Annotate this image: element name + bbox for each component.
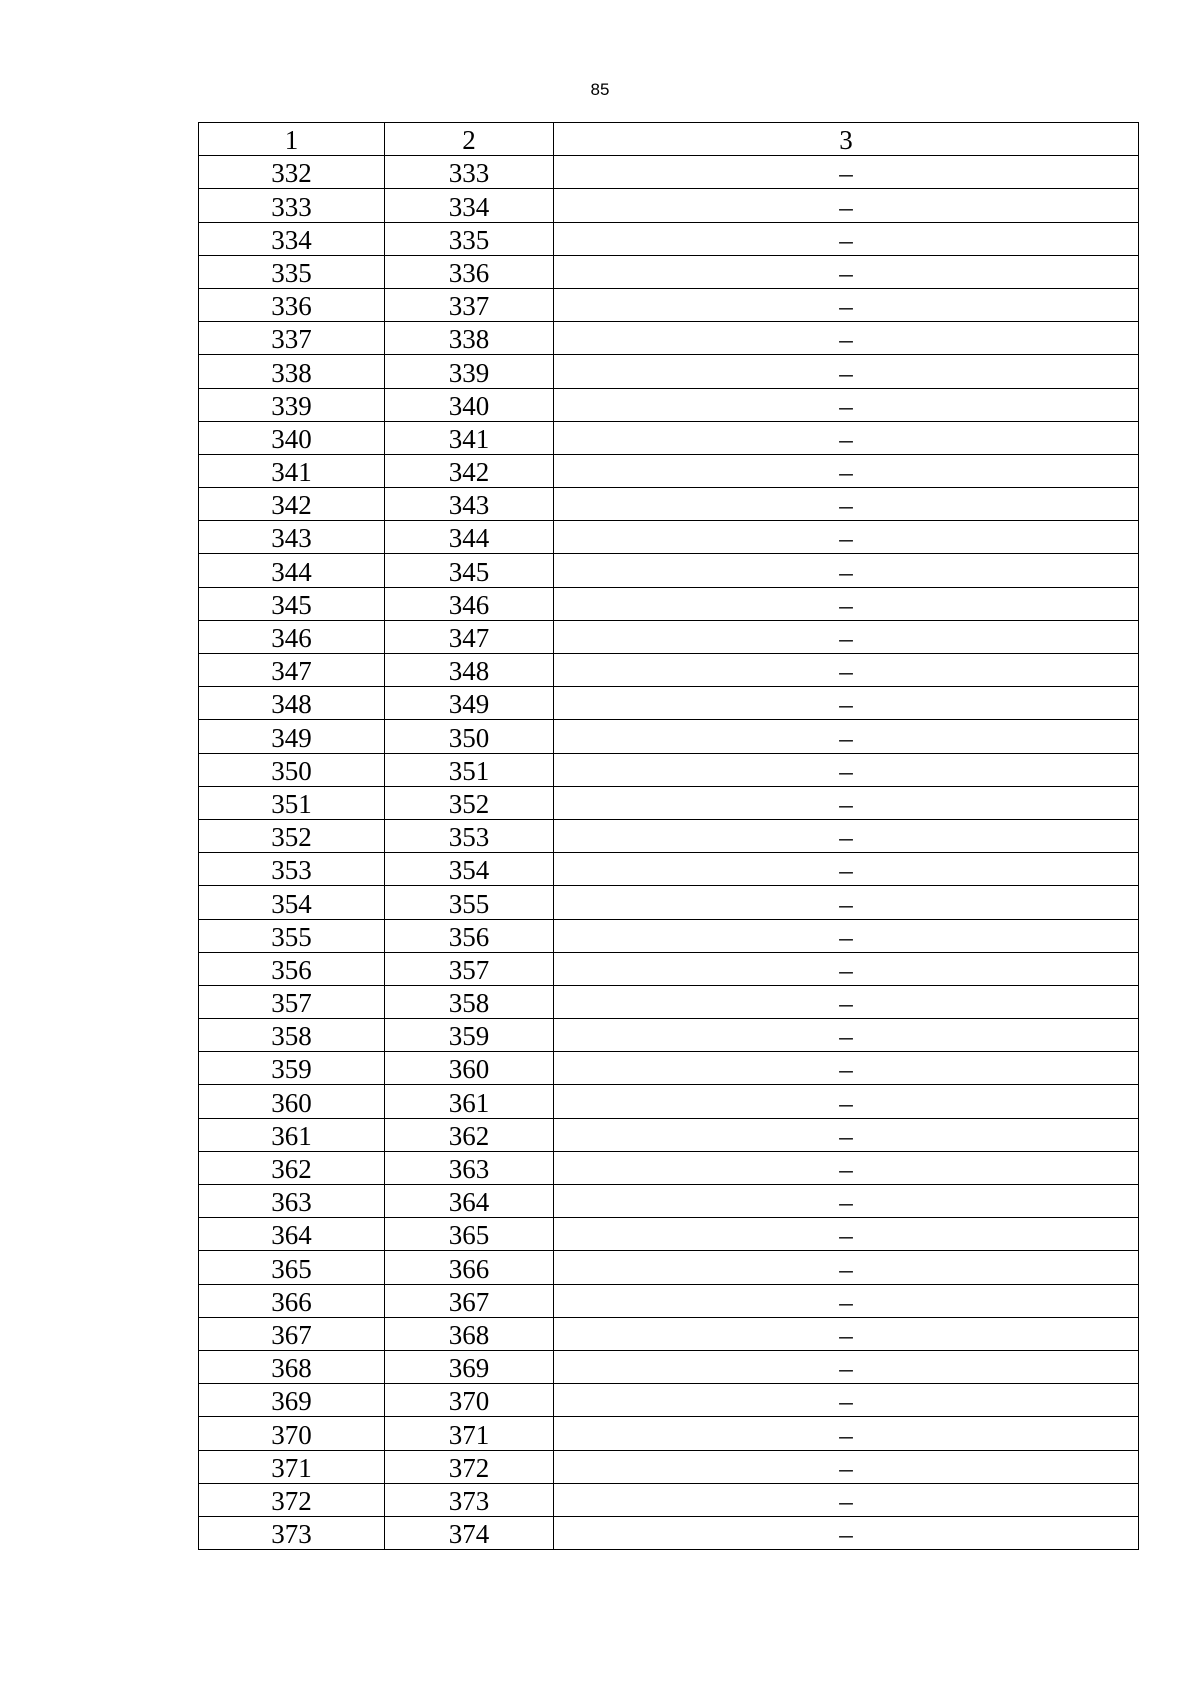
table-cell-col-1: 373	[199, 1516, 385, 1549]
table-cell-col-2: 347	[385, 620, 554, 653]
table-cell-col-2: 365	[385, 1218, 554, 1251]
table-cell-col-2: 355	[385, 886, 554, 919]
table-cell-col-1: 357	[199, 985, 385, 1018]
table-cell-col-3: –	[554, 1483, 1139, 1516]
table-cell-col-2: 345	[385, 554, 554, 587]
table-cell-col-1: 339	[199, 388, 385, 421]
table-cell-col-3: –	[554, 156, 1139, 189]
table-cell-col-1: 358	[199, 1019, 385, 1052]
table-cell-col-1: 356	[199, 952, 385, 985]
table-cell-col-3: –	[554, 1417, 1139, 1450]
table-row	[199, 985, 1139, 1018]
table-cell-col-3: –	[554, 355, 1139, 388]
table-cell-col-3: –	[554, 1151, 1139, 1184]
table-cell-col-1: 346	[199, 620, 385, 653]
table-cell-col-1: 336	[199, 288, 385, 321]
table-cell-col-2: 359	[385, 1019, 554, 1052]
table-cell-col-2: 343	[385, 488, 554, 521]
table-cell-col-3: –	[554, 587, 1139, 620]
table-row	[199, 786, 1139, 819]
table-cell-col-2: 338	[385, 322, 554, 355]
table-cell-col-3: –	[554, 454, 1139, 487]
table-header-row	[199, 123, 1139, 156]
table-cell-col-3: –	[554, 521, 1139, 554]
table-cell-col-1: 364	[199, 1218, 385, 1251]
table-cell-col-2: 341	[385, 421, 554, 454]
table-cell-col-3: –	[554, 1384, 1139, 1417]
table-cell-col-2: 356	[385, 919, 554, 952]
table-cell-col-1: 362	[199, 1151, 385, 1184]
table-cell-col-2: 336	[385, 255, 554, 288]
table-cell-col-2: 337	[385, 288, 554, 321]
column-header-3: 3	[554, 123, 1139, 156]
table-row	[199, 355, 1139, 388]
table-cell-col-2: 335	[385, 222, 554, 255]
table-row	[199, 156, 1139, 189]
table-row	[199, 720, 1139, 753]
table-row	[199, 222, 1139, 255]
data-table	[198, 122, 1139, 1550]
table-cell-col-3: –	[554, 985, 1139, 1018]
table-cell-col-1: 347	[199, 654, 385, 687]
table-cell-col-2: 373	[385, 1483, 554, 1516]
table-cell-col-3: –	[554, 1185, 1139, 1218]
table-row	[199, 853, 1139, 886]
table-row	[199, 189, 1139, 222]
table-cell-col-3: –	[554, 421, 1139, 454]
table-cell-col-3: –	[554, 1052, 1139, 1085]
table-cell-col-1: 360	[199, 1085, 385, 1118]
table-cell-col-3: –	[554, 222, 1139, 255]
table-cell-col-2: 370	[385, 1384, 554, 1417]
table-row	[199, 620, 1139, 653]
table-cell-col-2: 339	[385, 355, 554, 388]
table-cell-col-3: –	[554, 819, 1139, 852]
table-cell-col-2: 342	[385, 454, 554, 487]
table-row	[199, 1118, 1139, 1151]
table-cell-col-1: 333	[199, 189, 385, 222]
table-row	[199, 753, 1139, 786]
table-row	[199, 1317, 1139, 1350]
page-number: 85	[590, 80, 610, 99]
table-cell-col-3: –	[554, 1350, 1139, 1383]
table-row	[199, 1384, 1139, 1417]
table-cell-col-3: –	[554, 687, 1139, 720]
table-cell-col-1: 344	[199, 554, 385, 587]
table-row	[199, 1450, 1139, 1483]
table-cell-col-2: 368	[385, 1317, 554, 1350]
table-row	[199, 488, 1139, 521]
table-cell-col-1: 371	[199, 1450, 385, 1483]
table-cell-col-1: 351	[199, 786, 385, 819]
table-cell-col-3: –	[554, 189, 1139, 222]
table-cell-col-1: 354	[199, 886, 385, 919]
column-header-2: 2	[385, 123, 554, 156]
table-row	[199, 687, 1139, 720]
table-cell-col-1: 359	[199, 1052, 385, 1085]
table-row	[199, 255, 1139, 288]
table-row	[199, 322, 1139, 355]
table-cell-col-2: 340	[385, 388, 554, 421]
table-row	[199, 1052, 1139, 1085]
table-cell-col-1: 372	[199, 1483, 385, 1516]
table-cell-col-2: 353	[385, 819, 554, 852]
table-row	[199, 554, 1139, 587]
table-row	[199, 819, 1139, 852]
table-row	[199, 521, 1139, 554]
table-cell-col-2: 352	[385, 786, 554, 819]
table-row	[199, 1085, 1139, 1118]
table-cell-col-1: 352	[199, 819, 385, 852]
table-cell-col-3: –	[554, 720, 1139, 753]
table-cell-col-1: 332	[199, 156, 385, 189]
table-cell-col-3: –	[554, 255, 1139, 288]
table-cell-col-1: 334	[199, 222, 385, 255]
table-cell-col-2: 363	[385, 1151, 554, 1184]
table-cell-col-1: 355	[199, 919, 385, 952]
table-row	[199, 388, 1139, 421]
table-cell-col-1: 367	[199, 1317, 385, 1350]
table-cell-col-2: 334	[385, 189, 554, 222]
table-cell-col-3: –	[554, 654, 1139, 687]
table-cell-col-3: –	[554, 388, 1139, 421]
table-cell-col-2: 349	[385, 687, 554, 720]
table-cell-col-2: 360	[385, 1052, 554, 1085]
table-cell-col-1: 368	[199, 1350, 385, 1383]
table-cell-col-1: 335	[199, 255, 385, 288]
column-header-1: 1	[199, 123, 385, 156]
table-cell-col-3: –	[554, 1085, 1139, 1118]
table-cell-col-2: 369	[385, 1350, 554, 1383]
table-cell-col-1: 338	[199, 355, 385, 388]
table-cell-col-3: –	[554, 554, 1139, 587]
table-cell-col-3: –	[554, 620, 1139, 653]
table-cell-col-2: 358	[385, 985, 554, 1018]
table-row	[199, 587, 1139, 620]
table-cell-col-2: 350	[385, 720, 554, 753]
table-cell-col-3: –	[554, 1516, 1139, 1549]
table-body	[199, 156, 1139, 1550]
table-cell-col-3: –	[554, 1019, 1139, 1052]
table-cell-col-1: 349	[199, 720, 385, 753]
table-cell-col-2: 354	[385, 853, 554, 886]
table-row	[199, 654, 1139, 687]
table-cell-col-2: 371	[385, 1417, 554, 1450]
table-cell-col-2: 364	[385, 1185, 554, 1218]
table-row	[199, 421, 1139, 454]
table-cell-col-2: 357	[385, 952, 554, 985]
table-cell-col-1: 348	[199, 687, 385, 720]
table-cell-col-3: –	[554, 322, 1139, 355]
table-cell-col-2: 351	[385, 753, 554, 786]
table-cell-col-3: –	[554, 1317, 1139, 1350]
table-cell-col-2: 374	[385, 1516, 554, 1549]
table-row	[199, 1516, 1139, 1549]
table-cell-col-1: 343	[199, 521, 385, 554]
table-cell-col-3: –	[554, 1284, 1139, 1317]
table-cell-col-1: 353	[199, 853, 385, 886]
table-cell-col-1: 345	[199, 587, 385, 620]
table-cell-col-1: 361	[199, 1118, 385, 1151]
table-cell-col-3: –	[554, 1450, 1139, 1483]
table-cell-col-1: 366	[199, 1284, 385, 1317]
table-cell-col-2: 361	[385, 1085, 554, 1118]
table-row	[199, 288, 1139, 321]
table-cell-col-1: 369	[199, 1384, 385, 1417]
table-cell-col-3: –	[554, 753, 1139, 786]
table-cell-col-1: 370	[199, 1417, 385, 1450]
table-row	[199, 1350, 1139, 1383]
table-cell-col-2: 372	[385, 1450, 554, 1483]
table-row	[199, 1483, 1139, 1516]
table-row	[199, 1417, 1139, 1450]
table-row	[199, 1019, 1139, 1052]
table-row	[199, 919, 1139, 952]
table-cell-col-3: –	[554, 288, 1139, 321]
table-row	[199, 886, 1139, 919]
table-cell-col-3: –	[554, 488, 1139, 521]
table-cell-col-3: –	[554, 853, 1139, 886]
table-cell-col-3: –	[554, 952, 1139, 985]
table-cell-col-1: 350	[199, 753, 385, 786]
table-cell-col-1: 363	[199, 1185, 385, 1218]
table-cell-col-1: 337	[199, 322, 385, 355]
table-cell-col-1: 340	[199, 421, 385, 454]
table-cell-col-1: 365	[199, 1251, 385, 1284]
table-cell-col-2: 333	[385, 156, 554, 189]
table-row	[199, 1218, 1139, 1251]
table-cell-col-2: 348	[385, 654, 554, 687]
table-cell-col-1: 341	[199, 454, 385, 487]
table-row	[199, 1251, 1139, 1284]
table-row	[199, 1185, 1139, 1218]
table-cell-col-2: 346	[385, 587, 554, 620]
table-cell-col-2: 366	[385, 1251, 554, 1284]
table-row	[199, 1151, 1139, 1184]
table-cell-col-2: 362	[385, 1118, 554, 1151]
table-cell-col-3: –	[554, 1218, 1139, 1251]
table-row	[199, 454, 1139, 487]
table-cell-col-3: –	[554, 1251, 1139, 1284]
table-cell-col-2: 367	[385, 1284, 554, 1317]
table-cell-col-3: –	[554, 919, 1139, 952]
table-cell-col-3: –	[554, 886, 1139, 919]
table-row	[199, 952, 1139, 985]
table-cell-col-1: 342	[199, 488, 385, 521]
table-row	[199, 1284, 1139, 1317]
table-cell-col-3: –	[554, 786, 1139, 819]
table-cell-col-3: –	[554, 1118, 1139, 1151]
table-cell-col-2: 344	[385, 521, 554, 554]
